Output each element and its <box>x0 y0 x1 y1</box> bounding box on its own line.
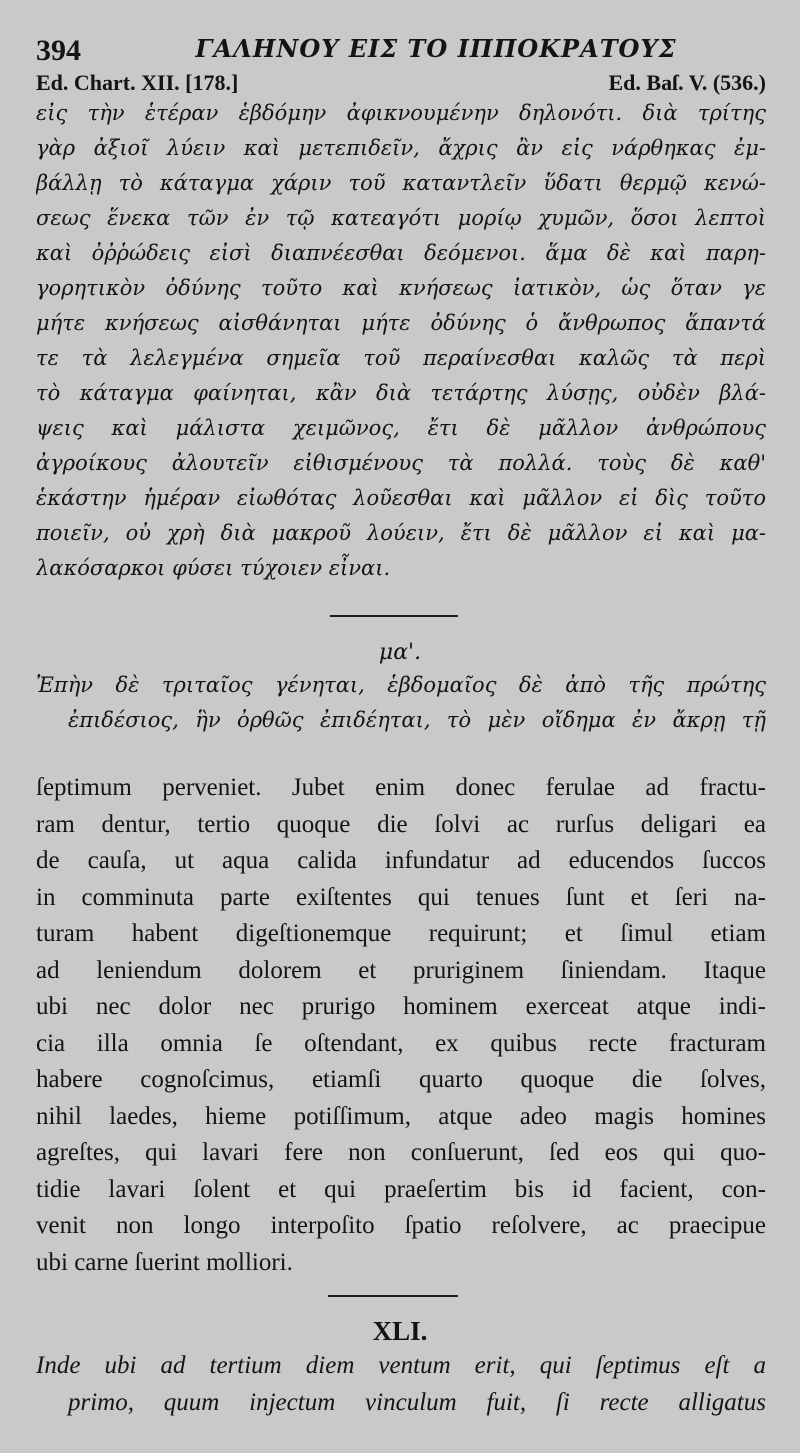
running-title: ΓΑΛΗΝΟΥ ΕΙΣ ΤΟ ΙΠΠΟΚΡΑΤΟΥΣ <box>195 34 677 63</box>
latin-line: de cauſa, ut aqua calida infundatur ad educendos ſuccos <box>36 847 766 874</box>
greek-line: εἰς τὴν ἑτέραν ἑβδόμην ἀφικνουμένην δηλονότι. διὰ τρίτης <box>36 101 766 125</box>
latin-line: ubi carne ſuerint molliori. <box>36 1248 293 1276</box>
section-divider <box>330 615 458 617</box>
latin-line: in comminuta parte exiſtentes qui tenues ſunt et ſeri na- <box>36 883 766 911</box>
greek-line: ἀγροίκους ἀλουτεῖν εἰθισμένους τὰ πολλά. τοὺς δὲ καθ' <box>36 451 766 475</box>
greek-line: λακόσαρκοι φύσει τύχοιεν εἶναι. <box>36 556 391 580</box>
page-number: 394 <box>36 34 81 67</box>
latin-translation <box>36 770 766 1281</box>
greek-line: γορητικὸν ὀδύνης τοῦτο καὶ κνήσεως ἰατικὸν, ὡς ὅταν γε <box>36 276 766 300</box>
greek-line: ποιεῖν, οὐ χρὴ διὰ μακροῦ λούειν, ἔτι δὲ μᾶλλον εἰ καὶ μα- <box>36 521 766 545</box>
latin-line: ad leniendum dolorem et pruriginem ſiniendam. Itaque <box>36 956 766 984</box>
latin-chapter-number: XLI. <box>372 1316 428 1346</box>
latin-lemma-line: Inde ubi ad tertium diem ventum erit, qui ſeptimus eſt a <box>36 1352 766 1379</box>
latin-line: ram dentur, tertio quoque die ſolvi ac rurſus deligari ea <box>36 810 766 838</box>
greek-commentary <box>36 96 766 586</box>
greek-line: τὸ κάταγμα φαίνηται, κἂν διὰ τετάρτης λύσῃς, οὐδὲν βλά- <box>36 381 766 405</box>
latin-line: agreſtes, qui lavari fere non conſuerunt, ſed eos qui quo- <box>36 1139 766 1166</box>
latin-line: tidie lavari ſolent et qui praeſertim bis id facient, con- <box>36 1175 766 1203</box>
greek-lemma <box>36 668 766 738</box>
latin-lemma <box>36 1348 766 1421</box>
greek-line: μήτε κνήσεως αἰσθάνηται μήτε ὀδύνης ὁ ἄνθρωπος ἅπαντά <box>36 311 766 335</box>
edition-references <box>36 70 766 96</box>
latin-line: cia illa omnia ſe oſtendant, ex quibus recte fracturam <box>36 1029 766 1057</box>
edition-reference-chartier: Ed. Chart. XII. [178.] <box>36 70 239 95</box>
page-header <box>36 30 766 70</box>
greek-line: τε τὰ λελεγμένα σημεῖα τοῦ περαίνεσθαι καλῶς τὰ περὶ <box>36 346 766 370</box>
greek-chapter-number: μα'. <box>378 640 422 665</box>
greek-line: βάλλῃ τὸ κάταγμα χάριν τοῦ καταντλεῖν ὕδατι θερμῷ κενώ- <box>36 171 766 195</box>
greek-lemma-line: ἐπιδέσιος, ἣν ὀρθῶς ἐπιδέηται, τὸ μὲν οἴδημα ἐν ἄκρῃ τῇ <box>68 708 766 732</box>
greek-line: ἑκάστην ἡμέραν εἰωθότας λοῦεσθαι καὶ μᾶλλον εἰ δὶς τοῦτο <box>36 486 766 510</box>
greek-line: ψεις καὶ μάλιστα χειμῶνος, ἔτι δὲ μᾶλλον ἀνθρώπους <box>36 416 766 440</box>
edition-reference-basel: Ed. Baſ. V. (536.) <box>608 70 766 95</box>
latin-line: venit non longo interpoſito ſpatio reſolvere, ac praecipue <box>36 1212 766 1239</box>
greek-line: καὶ ὀῤῥώδεις εἰσὶ διαπνέεσθαι δεόμενοι. ἅμα δὲ καὶ παρη- <box>36 241 766 265</box>
greek-lemma-line: Ἐπὴν δὲ τριταῖος γένηται, ἑβδομαῖος δὲ ἀπὸ τῆς πρώτης <box>36 673 766 697</box>
latin-line: habere cognoſcimus, etiamſi quarto quoque die ſolves, <box>36 1066 766 1093</box>
latin-line: nihil laedes, hieme potiſſimum, atque adeo magis homines <box>36 1102 766 1130</box>
latin-line: ſeptimum perveniet. Jubet enim donec ferulae ad fractu- <box>36 774 766 801</box>
section-divider <box>328 1295 458 1297</box>
greek-line: γὰρ ἀξιοῖ λύειν καὶ μετεπιδεῖν, ἄχρις ἂν εἰς νάρθηκας ἐμ- <box>36 136 766 160</box>
greek-line: σεως ἕνεκα τῶν ἐν τῷ κατεαγότι μορίῳ χυμῶν, ὅσοι λεπτοὶ <box>36 206 766 230</box>
latin-lemma-line: primo, quum injectum vinculum fuit, ſi recte alligatus <box>68 1388 766 1416</box>
latin-line: turam habent digeſtionemque requirunt; et ſimul etiam <box>36 920 766 947</box>
latin-line: ubi nec dolor nec prurigo hominem exerceat atque indi- <box>36 993 766 1020</box>
